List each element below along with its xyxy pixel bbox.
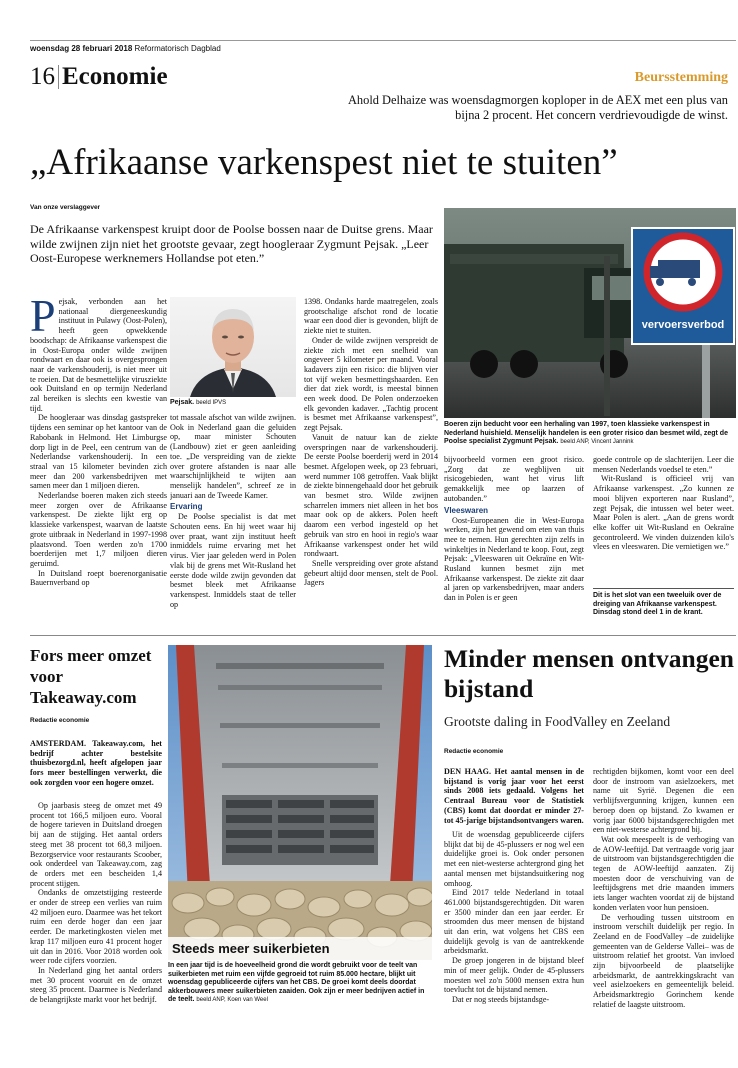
takeaway-byline: Redactie economie [30,717,90,724]
beurs-text: Ahold Delhaize was woensdagmorgen koploper in de AEX met een plus van bijna 2 procent. Het concern verdrievoudigde de winst. [347,93,728,122]
beets-caption-text: In een jaar tijd is de hoeveelheid grond die wordt gebruikt voor de teelt van suikerbieten met ruim een vijfde gegroeid tot ruim 85.000 hectare, blijkt uit woensdag gepubliceerde cijfers van het CBS. De groei komt deels doordat akkerbouwers meer suikerbieten zaaiden. Ook zijn er meer bedrijven actief in de teelt. [168,962,425,1004]
paragraph: goede controle op de slachterijen. Leer die mensen Nederlands voedsel te eten.” [593,455,734,474]
beets-caption [168,962,432,1005]
paragraph: Snelle verspreiding over grote afstand gebeurt altijd door mensen, stelt de Pool. Jagers [304,558,438,588]
truck-caption [444,421,734,447]
beets-caption-credit: beeld ANP, Koen van Weel [196,997,268,1004]
truck-caption-credit: beeld ANP, Vincent Jannink [560,439,634,446]
beurs-title: Beursstemming [634,70,728,85]
paragraph: tot massale afschot van wilde zwijnen. Ook in Nederland gaan die geluiden op, maar minister Schouten (Landbouw) ziet er geen aanleiding toe. „De verspreiding van de ziekte over grotere afstanden is naar alle waarschijnlijkheid te wijten aan menselijk handelen”, schreef ze in januari aan de Tweede Kamer. [170,413,296,500]
truck-caption-text: Boeren zijn beducht voor een herhaling van 1997, toen klassieke varkenspest in Nederland huishield. Menselijk handelen is een groter risico dan besmet wild, zegt de Poolse specialist Zygmunt Pejsak. [444,421,728,446]
portrait-caption [170,399,226,408]
paragraph: In Duitsland roept boerenorganisatie Bauernverband op [30,568,167,588]
portrait-image [170,297,296,397]
paragraph: rechtigden bijkomen, komt voor een deel door de instroom van asielzoekers, met name uit Syrië. Degenen die een verblijfsvergunning krijgen, kunnen een beroep doen op bijstand. Zo kwamen er vorig jaar 6000 bijstandsgerechtigden met een niet-westerse achtergrond bij. [593,767,734,835]
takeaway-body [30,801,162,1061]
paragraph: Nederlandse boeren maken zich steeds meer zorgen over de Afrikaanse varkenspest. De ziekte lijkt erg op klassieke varkenspest, waarvan de laatste grote uitbraak in Nederland in 1997-1998 plaatsvond. Toen werden zo'n 1700 boerderijen met 1,7 miljoen dieren geruimd. [30,491,167,568]
beets-image [168,645,432,960]
lead-column-4 [444,455,584,613]
bijstand-column-1 [444,830,584,1062]
dropcap: P [30,297,56,341]
paragraph: Wit-Rusland is officieel vrij van Afrikaanse varkenspest. „Zo kunnen ze mooi blijven exporteren naar Rusland”, zegt Pejsak, die intussen wel beter weet. Maar Polen is alert. „Aan de grens wordt elke koffer uit Wit-Rusland en Oekraïne gecontroleerd. We vinden duizenden kilo's vlees en vleeswaren. Die vernietigen we.” [593,474,734,552]
pejsak-portrait [170,297,296,397]
paragraph: Dat er nog steeds bijstandsge- [452,994,550,1004]
paragraph: Eind 2017 telde Nederland in totaal 461.000 bijstandsgerechtigden. Dit waren er 3500 minder dan een jaar eerder. Er stroomden dus meer mensen de bijstand uit dan erin, wat volgens het CBS een duidelijk gevolg is van de aantrekkende arbeidsmarkt. [444,888,584,956]
paragraph: Ondanks de omzetstijging resteerde er onder de streep een verlies van ruim 42 miljoen euro. Daarmee was het tekort ruim een derde hoger dan een jaar eerder. De marketingkosten vielen met krap 117 miljoen euro 41 procent hoger uit dan in 2016. Voor 2018 worden ook weer rode cijfers voorzien. [30,888,162,966]
paragraph: bijvoorbeeld vormen een groot risico. „Zorg dat ze wegblijven uit risicogebieden, want het virus lift gemakkelijk mee op laarzen of autobanden.” [444,455,584,503]
page-number: 16 [30,63,55,90]
bijstand-subhead: Grootste daling in FoodValley en Zeeland [444,714,671,729]
paragraph: Onder de wilde zwijnen verspreidt de ziekte zich met een snelheid van ongeveer 5 kilometer per maand. Vooral kadavers zijn een risico: die blijven vier tot vijf weken besmettingshaarden. Een dier dat ziek wordt, is meestal binnen een week dood. De Polen onderzoeken elk gevonden kadaver. „Tachtig procent is besmet met Afrikaanse varkenspest”, zegt Pejsak. [304,335,438,433]
paragraph: De groep jongeren in de bijstand bleef min of meer gelijk. Onder de 45-plussers moesten wel zo'n 5000 mensen extra hun toevlucht tot de bijstand nemen. [444,956,584,995]
paragraph: Op jaarbasis steeg de omzet met 49 procent tot 166,5 miljoen euro. Vooral de hogere tarieven in Duitsland droegen bij aan de stijging. Het aantal orders steeg met 38 procent tot 68,3 miljoen. Bezorgservice voor restaurants Scoober, ook onderdeel van Takeaway.com, zag de orders met een bescheiden 1,4 procent stijgen. [30,801,162,888]
paragraph: De hoogleraar was dinsdag gastspreker tijdens een seminar op het kantoor van de Rabobank in Helmond. Het Limburgse dorp ligt in de Peel, een centrum van de Nederlandse varkenshouderij. In een straal van 15 kilometer bevinden zich meer dan 200 varkensbedrijven met samen meer dan 1 miljoen dieren. [30,413,167,491]
vervoersverbod-sign-text: vervoersverbod [641,319,725,331]
paragraph: ejsak, verbonden aan het nationaal diergeneeskundig instituut in Pulawy (Oost-Polen), heeft geen opwekkende boodschap: de Afrikaanse varkenspest die in Oost-Europa onder wilde zwijnen rondwaart en daar ook is overgesprongen naar de varkenshouderij, is niet meer uit te roeien. Dat de besmettelijke virusziekte ook Duitsland en op termijn Nederland zal bereiken is slechts een kwestie van tijd. [30,297,167,413]
bijstand-intro-text: DEN HAAG. Het aantal mensen in de bijstand is vorig jaar voor het eerst sinds 2008 iets gedaald. Volgens het Centraal Bureau voor de Statistiek (CBS) komt dat doordat er minder 27- tot 45-jarige bijstandsontvangers waren. [444,767,584,825]
series-note: Dit is het slot van een tweeluik over de dreiging van Afrikaanse varkenspest. Dinsdag stond deel 1 in de krant. [593,592,722,617]
caption-credit: beeld IPVS [196,400,227,406]
subheading-vleeswaren: Vleeswaren [444,505,489,515]
bijstand-intro [444,767,584,827]
subheading-ervaring: Ervaring [170,502,203,512]
lead-column-2 [170,413,296,613]
paragraph: Uit de woensdag gepubliceerde cijfers blijkt dat bij de 45-plussers er nog wel een duidelijke groei is. Ook onder personen met een niet-westerse achtergrond ging het aantal mensen met bijstandsuitkering nog omhoog. [444,830,584,888]
bijstand-column-2 [593,767,734,1062]
lead-headline: „Afrikaanse varkenspest niet te stuiten” [30,142,618,183]
lead-column-3 [304,297,438,613]
takeaway-intro-text: AMSTERDAM. Takeaway.com, het bedrijf achter bestelsite thuisbezorgd.nl, heeft afgelopen jaar fors meer bestellingen verwerkt, die ook zorgden voor een hogere omzet. [30,739,162,787]
section-separator [30,635,736,636]
paragraph: Vanuit de natuur kan de ziekte overspringen naar de varkenshouderij. De eerste Poolse boerderij werd in 2014 besmet. Afgelopen week, op 23 februari, werd nummer 108 getroffen. Vaak blijkt de ziekte binnengehaald door het gebruik van besmet stro. Wilde zwijnen scharrelen immers niet alleen in het bos maar ook op de akkers. Polen heeft daarom een verbod ingesteld op het gebruik van stro en hooi in regio's waar Afrikaanse varkenspest onder het wild rondwaart. [304,432,438,559]
lead-column-1 [30,297,167,612]
paragraph: In Nederland ging het aantal orders met 30 procent vooruit en de omzet steeg 35 procent. Daarmee is Nederland de belangrijkste markt voor het bedrijf. [30,965,162,1005]
paragraph: Oost-Europeanen die in West-Europa werken, zijn het gewend om eten van thuis mee te nemen. Hun gerechten zijn zelfs in winkeltjes in Nederland te koop. Fout, zegt Pejsak: „Vleeswaren uit Oekraïne en Wit-Rusland kunnen besmet zijn met Afrikaanse varkenspest. De ziekte zit daar al jaren op varkensbedrijven, maar anders dan in Polen is er geen [444,515,584,603]
bijstand-headline: Minder mensen ontvangen bijstand [444,644,734,703]
paragraph: De Poolse specialist is dat met Schouten eens. En hij weet waar hij over praat, want zijn instituut heeft inmiddels ruime ervaring met het virus. Vier jaar geleden werd in Polen vlak bij de grens met Wit-Rusland het eerste dode wilde zwijn gevonden dat besmet bleek met Afrikaanse varkenspest. Inmiddels staat de teller op [170,512,296,609]
lead-column-5 [593,455,734,585]
date: woensdag 28 februari 2018 [30,44,133,53]
takeaway-intro [30,739,162,799]
lead-byline: Van onze verslaggever [30,204,101,211]
section-divider [58,65,59,89]
bijstand-byline: Redactie economie [444,748,504,755]
paragraph: De verhouding tussen uitstroom en instroom verschilt duidelijk per regio. In Zeeland en de FoodValley –de zuidelijke gemeenten van de Gelderse Vallei– was de uitstroom relatief het grootst. Van invloed zijn bijvoorbeeld de plaatselijke arbeidsmarkt, de aantrekkingskracht van veel asielzoekers en gemeentelijk beleid. Arbeidsmarktregio Gorinchem kende relatief de laagste uitstroom. [593,912,734,1009]
paragraph: Wat ook meespeelt is de verhoging van de AOW-leeftijd. Dat vertraagde vorig jaar de uitstroom van bijstandsgerechtigden die tegen de AOW-leeftijd aanzaten. Zij moesten door de verschuiving van de leeftijdsgrens met drie maanden immers iets langer wachten voordat zij de bijstand konden verlaten voor hun pensioen. [593,834,734,912]
date-line [30,44,221,53]
lead-intro: De Afrikaanse varkenspest kruipt door de Poolse bossen naar de Duitse grens. Maar wilde zwijnen zijn niet het grootste gevaar, zegt hoogleraar Zygmunt Pejsak. „Leer Oost-Europese werknemers Hollandse pot eten.” [30,222,433,265]
note-rule [593,588,734,589]
caption-name: Pejsak. [170,399,195,406]
takeaway-headline: Fors meer omzet voor Takeaway.com [30,646,152,707]
beets-photo [168,645,432,960]
section-header [30,62,168,92]
beets-title: Steeds meer suikerbieten [168,937,432,960]
truck-photo [444,208,736,418]
paragraph: 1398. Ondanks harde maatregelen, zoals grootschalige afschot rond de locatie waar een dood dier is gevonden, blijft de ziekte niet te stuiten. [304,297,438,336]
section-title: Economie [62,63,168,90]
paper-name: Reformatorisch Dagblad [134,44,221,53]
truck-image [444,208,736,418]
top-rule [30,40,736,41]
